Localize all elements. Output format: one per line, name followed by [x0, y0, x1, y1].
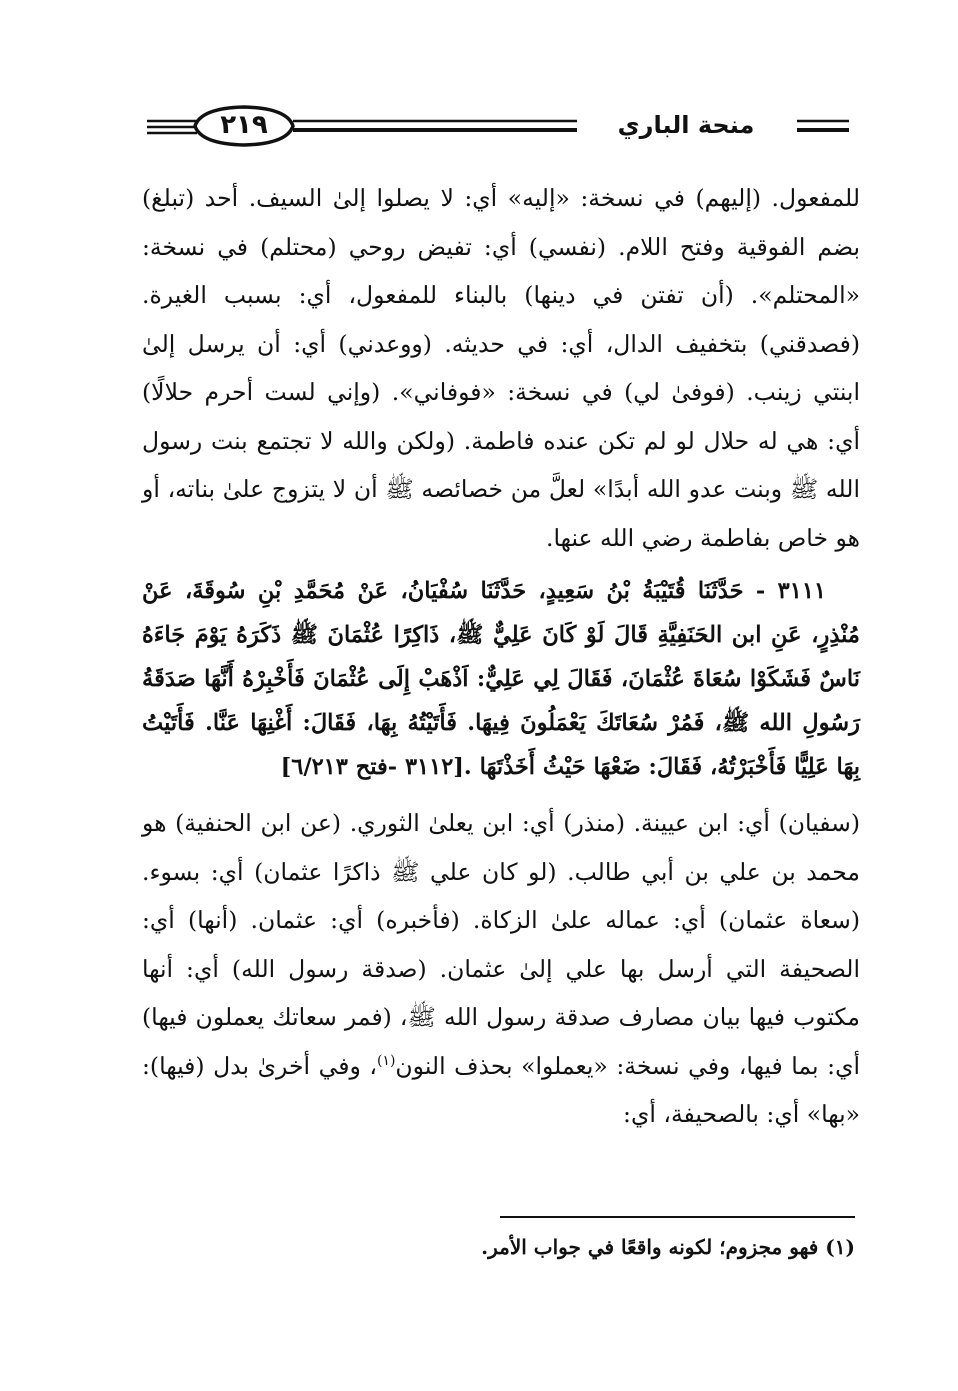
- commentary-paragraph-1: للمفعول. (إليهم) في نسخة: «إليه» أي: لا يصلوا إلىٰ السيف. أحد (تبلغ) بضم الفوقية وفتح اللام. (نفسي) أي: تفيض روحي (محتلم) في نسخة: «المحتلم». (أن تفتن في دينها) بالبناء للمفعول، أي: بسبب الغيرة. (فصدقني) بتخفيف الدال، أي: في حديثه. (ووعدني) أي: أن يرسل إلىٰ ابنتي زينب. (فوفىٰ لي) في نسخة: «فوفاني». (وإني لست أحرم حلالًا) أي: هي له حلال لو لم تكن عنده فاطمة. (ولكن والله لا تجتمع بنت رسول الله ﷺ وبنت عدو الله أبدًا» لعلَّ من خصائصه ﷺ أن لا يتزوج علىٰ بناته، أو هو خاص بفاطمة رضي الله عنها.: [142, 184, 860, 552]
- footnote: (١) فهو مجزوم؛ لكونه واقعًا في جواب الأمر.: [481, 1235, 855, 1259]
- commentary-paragraph-2-text: (سفيان) أي: ابن عيينة. (منذر) أي: ابن يعلىٰ الثوري. (عن ابن الحنفية) هو محمد بن علي بن أبي طالب. (لو كان علي ﷺ ذاكرًا عثمان) أي: بسوء. (سعاة عثمان) أي: عماله علىٰ الزكاة. (فأخبره) أي: عثمان. (أنها) أي: الصحيفة التي أرسل بها علي إلىٰ عثمان. (صدقة رسول الله) أي: أنها مكتوب فيها بيان مصارف صدقة رسول الله ﷺ، (فمر سعاتك يعملون فيها) أي: بما فيها، وفي نسخة: «يعملوا» بحذف النون: [142, 809, 860, 1080]
- running-title: منحة الباري: [617, 111, 755, 139]
- commentary-paragraph-2-tail: ، وفي أخرىٰ بدل (فيها): «بها» أي: بالصحيفة، أي:: [142, 1051, 860, 1128]
- page-header: [145, 104, 851, 148]
- footnote-divider: [500, 1216, 855, 1218]
- commentary-paragraph-2: [142, 799, 860, 1139]
- main-text: [142, 174, 860, 1139]
- footnote-reference: (١): [376, 1052, 396, 1069]
- page-number: ٢١٩: [220, 110, 268, 140]
- hadith-text: ٣١١١ - حَدَّثَنَا قُتَيْبَةُ بْنُ سَعِيدٍ، حَدَّثَنَا سُفْيَانُ، عَنْ مُحَمَّدِ بْنِ سُوقَةَ، عَنْ مُنْذِرٍ، عَنِ ابن الحَنَفِيَّةِ قَالَ لَوْ كَانَ عَلِيٌّ ﷺ، ذَاكِرًا عُثْمَانَ ﷺ ذَكَرَهُ يَوْمَ جَاءَهُ نَاسٌ فَشَكَوْا سُعَاةَ عُثْمَانَ، فَقَالَ لِي عَلِيٌّ: اَذْهَبْ إِلَى عُثْمَانَ فَأَخْبِرْهُ أَنَّهَا صَدَقَةُ رَسُولِ الله ﷺ، فَمُرْ سُعَاتَكَ يَعْمَلُونَ فِيهَا. فَأَتَيْتُهُ بِهَا، فَقَالَ: أَغْنِهَا عَنَّا. فَأَتَيْتُ بِهَا عَلِيًّا فَأَخْبَرْتُهُ، فَقَالَ: ضَعْهَا حَيْثُ أَخَذْتَهَا .[٣١١٢ -فتح ٦/٢١٣]: [142, 578, 860, 780]
